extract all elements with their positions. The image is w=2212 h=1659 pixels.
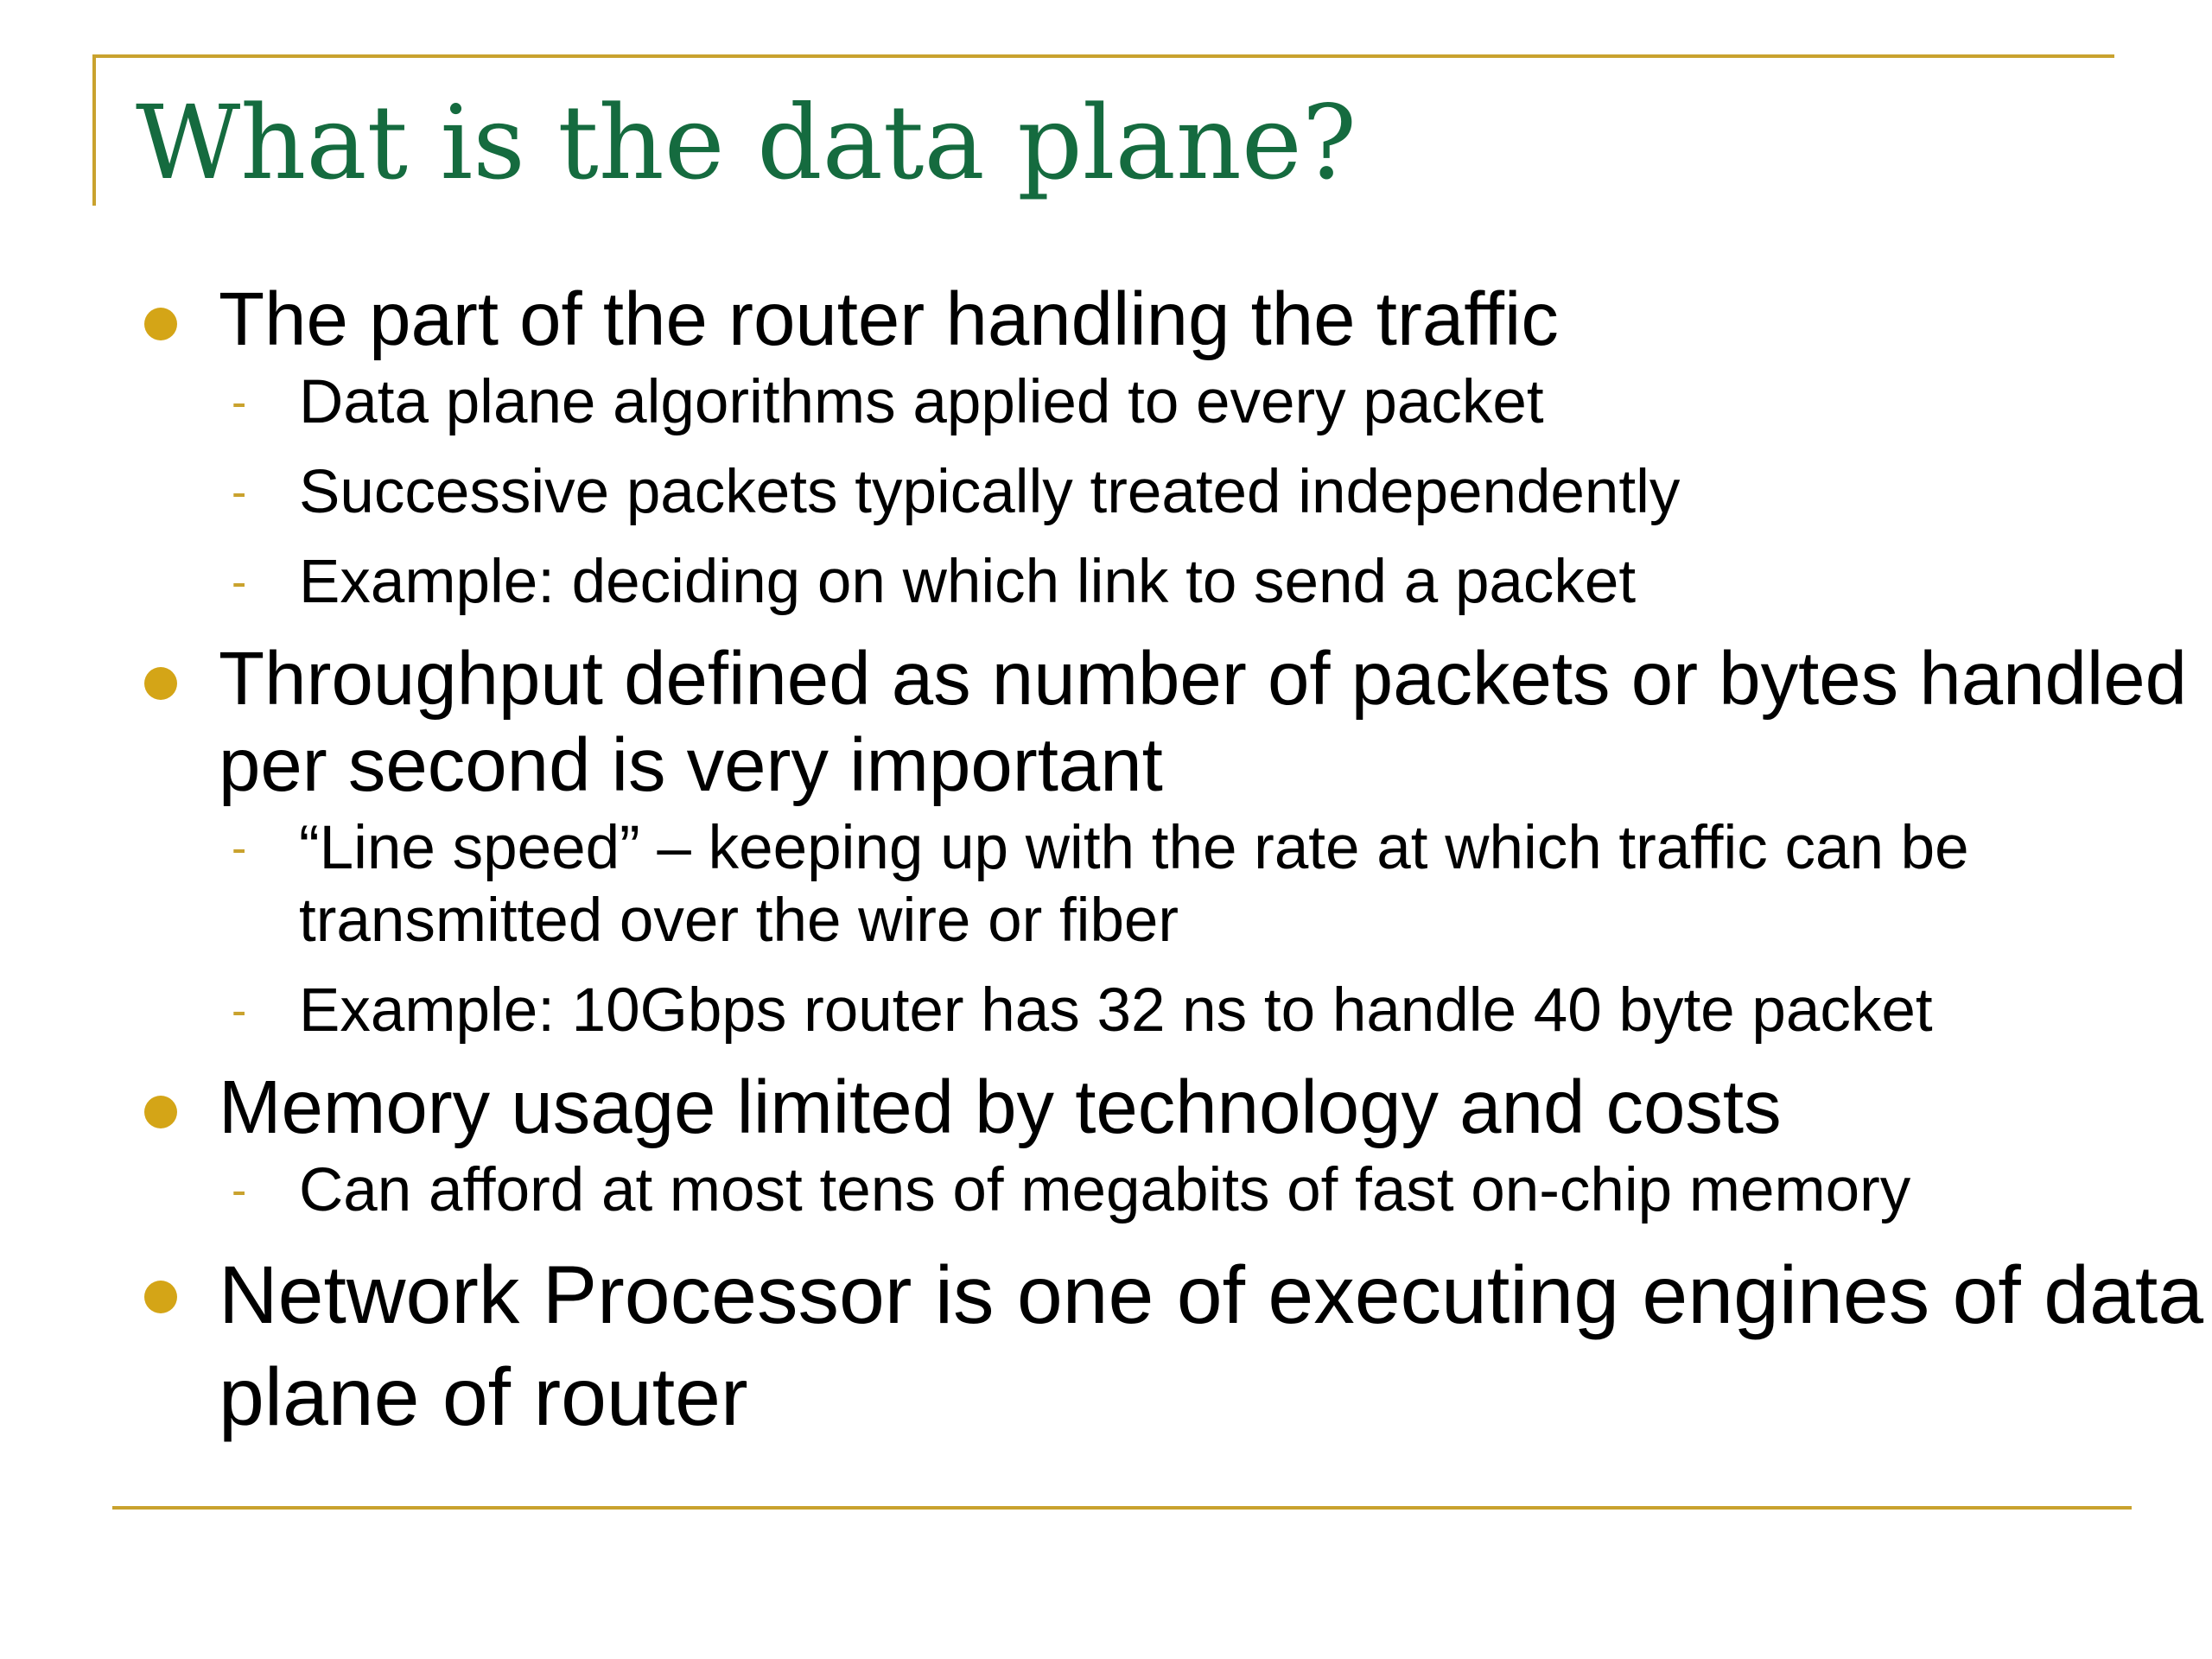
bullet-dot-icon <box>144 1096 177 1128</box>
dash-icon: - <box>232 986 247 1036</box>
sub-bullet-item <box>0 366 2212 439</box>
bullet-item <box>0 1065 2212 1151</box>
sub-bullet-item <box>0 456 2212 529</box>
bullet-dot-icon <box>144 1281 177 1313</box>
slide-title: What is the data plane? <box>136 83 1357 202</box>
sub-bullet-text: Example: 10Gbps router has 32 ns to handle 40 byte packet <box>299 976 1933 1045</box>
bullet-dot-icon <box>144 308 177 340</box>
bullet-text: The part of the router handling the traffic <box>219 277 1559 361</box>
dash-icon: - <box>232 1166 247 1216</box>
bullet-text: Memory usage limited by technology and costs <box>219 1065 1782 1149</box>
bullet-item <box>0 1244 2212 1448</box>
sub-bullet-text: Successive packets typically treated independently <box>299 458 1681 526</box>
dash-icon: - <box>232 467 247 518</box>
sub-bullet-item <box>0 975 2212 1047</box>
bullet-text: Network Processor is one of executing engines of data plane of router <box>219 1249 2204 1443</box>
dash-icon: - <box>232 823 247 874</box>
sub-bullet-item <box>0 812 2212 957</box>
bullet-list <box>0 276 2212 1452</box>
dash-icon: - <box>232 557 247 607</box>
bullet-text: Throughput defined as number of packets or bytes handled per second is very important <box>219 637 2187 807</box>
sub-bullet-text: Example: deciding on which link to send a packet <box>299 548 1637 616</box>
frame-top-rule <box>92 54 2114 58</box>
sub-bullet-text: Can afford at most tens of megabits of fast on-chip memory <box>299 1156 1911 1224</box>
bullet-dot-icon <box>144 667 177 700</box>
dash-icon: - <box>232 378 247 428</box>
bullet-item <box>0 636 2212 809</box>
sub-bullet-text: “Line speed” – keeping up with the rate at which traffic can be transmitted over the wire or fiber <box>299 814 1969 955</box>
bullet-item <box>0 276 2212 363</box>
sub-bullet-text: Data plane algorithms applied to every packet <box>299 368 1544 436</box>
frame-left-rule <box>92 54 96 206</box>
frame-bottom-rule <box>112 1506 2132 1510</box>
sub-bullet-item <box>0 1154 2212 1227</box>
sub-bullet-item <box>0 546 2212 619</box>
